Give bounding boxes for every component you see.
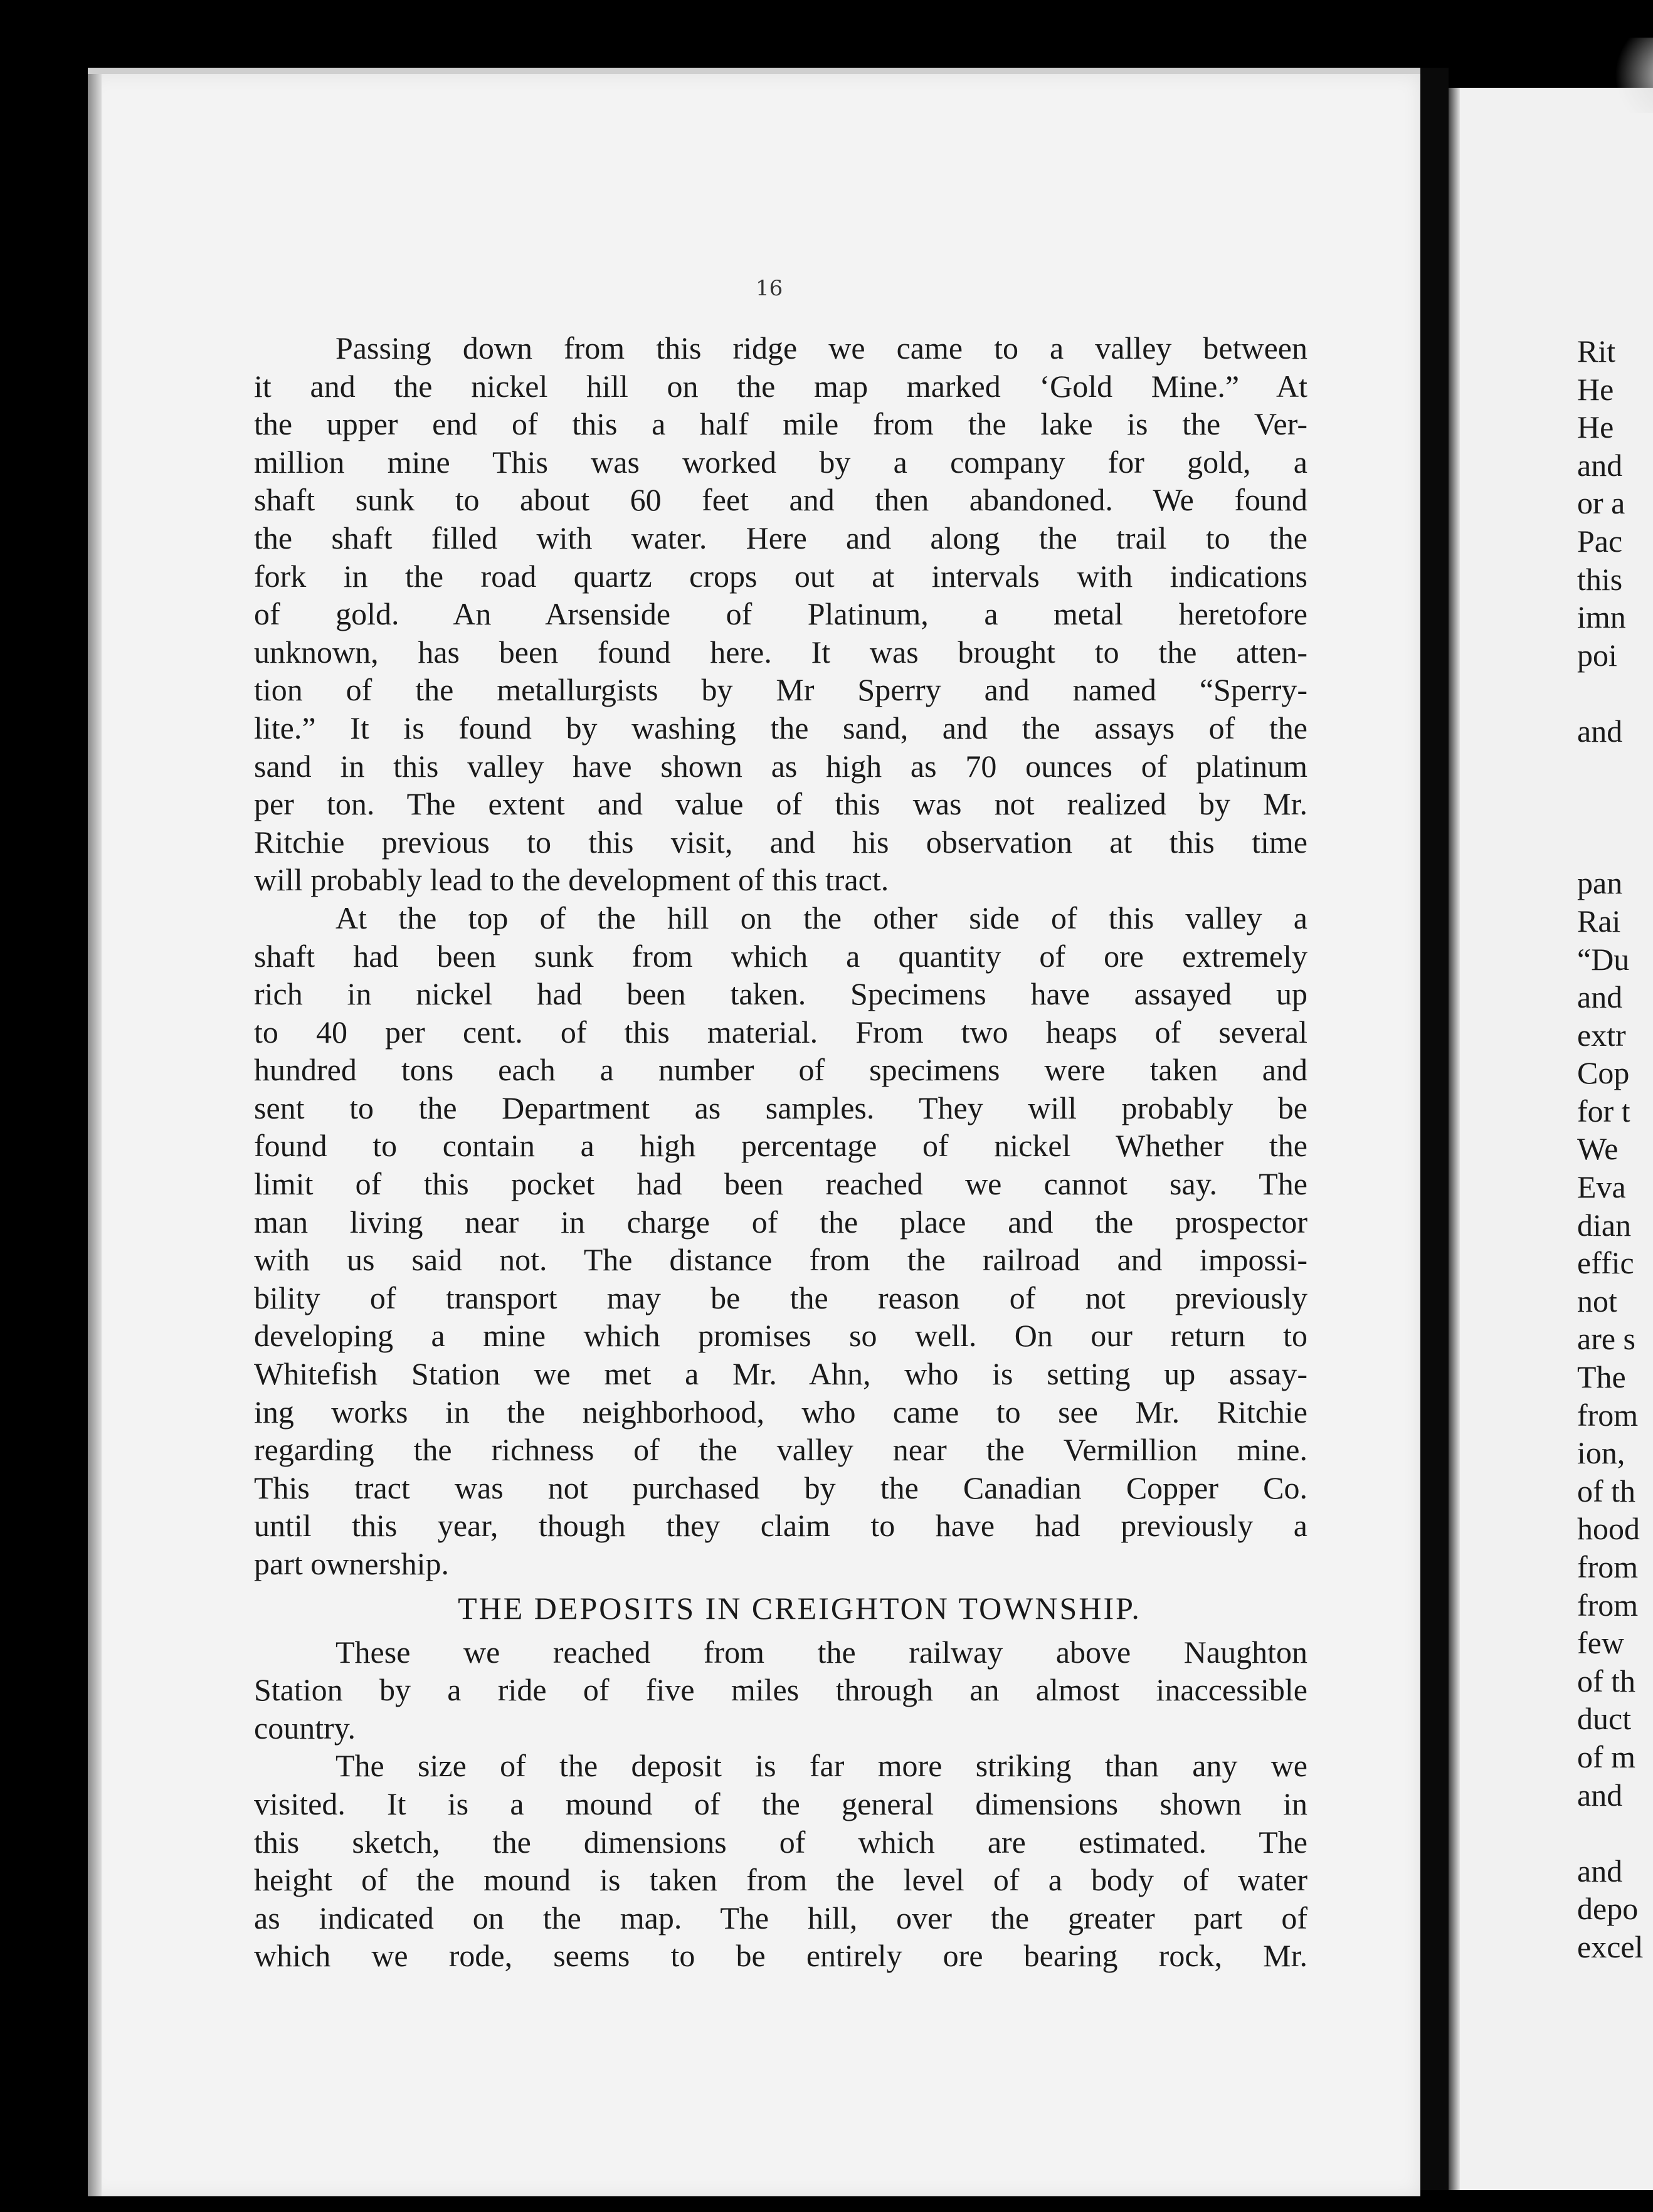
right-page-text bbox=[1577, 332, 1643, 1966]
text-line: sent to the Department as samples. They will probably be bbox=[254, 1090, 1307, 1125]
fragment-line: or a bbox=[1577, 485, 1625, 521]
fragment-line: Rai bbox=[1577, 903, 1621, 939]
fragment-line: He bbox=[1577, 371, 1614, 407]
fragment-line: effic bbox=[1577, 1245, 1634, 1281]
fragment-line: of th bbox=[1577, 1473, 1636, 1509]
fragment-line: not bbox=[1577, 1283, 1617, 1319]
fragment-line: and bbox=[1577, 979, 1623, 1015]
text-line: of gold. An Arsenside of Platinum, a metal heretofore bbox=[254, 596, 1307, 632]
text-line: it and the nickel hill on the map marked ‘Gold Mine.” At bbox=[254, 368, 1307, 404]
text-line: height of the mound is taken from the level of a body of water bbox=[254, 1862, 1307, 1898]
fragment-line bbox=[1577, 750, 1643, 789]
fragment-line: extr bbox=[1577, 1017, 1626, 1053]
text-line: These we reached from the railway above Naughton bbox=[335, 1634, 1307, 1670]
text-line: which we rode, seems to be entirely ore bearing rock, Mr. bbox=[254, 1938, 1307, 1974]
text-line: ing works in the neighborhood, who came to see Mr. Ritchie bbox=[254, 1394, 1307, 1430]
fragment-line: Eva bbox=[1577, 1169, 1626, 1205]
page-number: 16 bbox=[756, 276, 783, 301]
text-line: per ton. The extent and value of this was not realized by Mr. bbox=[254, 786, 1307, 822]
text-line: country. bbox=[254, 1710, 356, 1746]
fragment-line: of th bbox=[1577, 1663, 1636, 1698]
fragment-line bbox=[1577, 1814, 1643, 1852]
text-line: limit of this pocket had been reached we cannot say. The bbox=[254, 1166, 1307, 1202]
fragment-line bbox=[1577, 788, 1643, 826]
fragment-line: are s bbox=[1577, 1321, 1635, 1357]
text-line: developing a mine which promises so well. On our return to bbox=[254, 1318, 1307, 1354]
fragment-line: The bbox=[1577, 1359, 1626, 1395]
text-line: tion of the metallurgists by Mr Sperry and named “Sperry- bbox=[254, 672, 1307, 708]
text-line: bility of transport may be the reason of not previously bbox=[254, 1280, 1307, 1315]
main-text bbox=[254, 329, 1307, 1975]
text-line: part ownership. bbox=[254, 1546, 450, 1581]
text-line: man living near in charge of the place and the prospector bbox=[254, 1204, 1307, 1240]
fragment-line bbox=[1577, 674, 1643, 712]
text-line: lite.” It is found by washing the sand, and the assays of the bbox=[254, 710, 1307, 745]
fragment-line: hood bbox=[1577, 1511, 1640, 1547]
fragment-line bbox=[1577, 826, 1643, 865]
text-line: sand in this valley have shown as high as 70 ounces of platinum bbox=[254, 748, 1307, 784]
fragment-line: from bbox=[1577, 1587, 1639, 1623]
text-line: until this year, though they claim to have had previously a bbox=[254, 1508, 1307, 1544]
fragment-line: from bbox=[1577, 1397, 1639, 1433]
text-line: Ritchie previous to this visit, and his observation at this time bbox=[254, 824, 1307, 860]
page-edge-shadow bbox=[1599, 38, 1653, 113]
fragment-line: and bbox=[1577, 713, 1623, 749]
text-line: shaft sunk to about 60 feet and then abandoned. We found bbox=[254, 482, 1307, 518]
text-line: the shaft filled with water. Here and along the trail to the bbox=[254, 520, 1307, 556]
fragment-line: few bbox=[1577, 1625, 1624, 1661]
text-line: this sketch, the dimensions of which are estimated. The bbox=[254, 1824, 1307, 1860]
fragment-line: of m bbox=[1577, 1739, 1636, 1774]
fragment-line: and bbox=[1577, 1777, 1623, 1813]
fragment-line: and bbox=[1577, 447, 1623, 483]
text-line: unknown, has been found here. It was brought to the atten- bbox=[254, 634, 1307, 670]
text-line: million mine This was worked by a company for gold, a bbox=[254, 444, 1307, 480]
text-line: This tract was not purchased by the Canadian Copper Co. bbox=[254, 1470, 1307, 1505]
fragment-line: depo bbox=[1577, 1891, 1639, 1927]
fragment-line: for t bbox=[1577, 1093, 1630, 1129]
fragment-line: this bbox=[1577, 561, 1623, 597]
text-line: Passing down from this ridge we came to a valley between bbox=[335, 330, 1307, 366]
fragment-line: poi bbox=[1577, 637, 1617, 673]
text-line: the upper end of this a half mile from the lake is the Ver- bbox=[254, 406, 1307, 442]
fragment-line: Cop bbox=[1577, 1055, 1630, 1091]
section-heading: THE DEPOSITS IN CREIGHTON TOWNSHIP. bbox=[458, 1590, 1141, 1626]
text-line: as indicated on the map. The hill, over the greater part of bbox=[254, 1900, 1307, 1936]
fragment-line: from bbox=[1577, 1549, 1639, 1584]
text-line: Station by a ride of five miles through an almost inaccessible bbox=[254, 1672, 1307, 1708]
fragment-line: duct bbox=[1577, 1701, 1632, 1737]
book-gutter bbox=[1420, 68, 1449, 2190]
fragment-line: We bbox=[1577, 1131, 1619, 1167]
text-line: visited. It is a mound of the general dimensions shown in bbox=[254, 1786, 1307, 1821]
text-line: regarding the richness of the valley near the Vermillion mine. bbox=[254, 1432, 1307, 1468]
fragment-line: “Du bbox=[1577, 941, 1630, 977]
text-line: found to contain a high percentage of nickel Whether the bbox=[254, 1128, 1307, 1164]
fragment-line: pan bbox=[1577, 865, 1623, 901]
fragment-line: Rit bbox=[1577, 334, 1616, 369]
fragment-line: dian bbox=[1577, 1207, 1632, 1243]
text-line: hundred tons each a number of specimens were taken and bbox=[254, 1052, 1307, 1088]
text-line: At the top of the hill on the other side of this valley a bbox=[335, 900, 1307, 935]
fragment-line: Pac bbox=[1577, 523, 1623, 559]
text-line: Whitefish Station we met a Mr. Ahn, who is setting up assay- bbox=[254, 1356, 1307, 1392]
text-line: The size of the deposit is far more striking than any we bbox=[335, 1748, 1307, 1784]
text-line: with us said not. The distance from the railroad and impossi- bbox=[254, 1242, 1307, 1278]
text-line: rich in nickel had been taken. Specimens have assayed up bbox=[254, 976, 1307, 1012]
fragment-line: imn bbox=[1577, 599, 1626, 635]
text-line: fork in the road quartz crops out at intervals with indications bbox=[254, 558, 1307, 594]
text-line: to 40 per cent. of this material. From two heaps of several bbox=[254, 1014, 1307, 1050]
fragment-line: excel bbox=[1577, 1929, 1644, 1964]
text-line: shaft had been sunk from which a quantity of ore extremely bbox=[254, 938, 1307, 974]
fragment-line: ion, bbox=[1577, 1435, 1625, 1471]
text-line: will probably lead to the development of this tract. bbox=[254, 862, 889, 898]
fragment-line: and bbox=[1577, 1853, 1623, 1888]
fragment-line: He bbox=[1577, 409, 1614, 445]
